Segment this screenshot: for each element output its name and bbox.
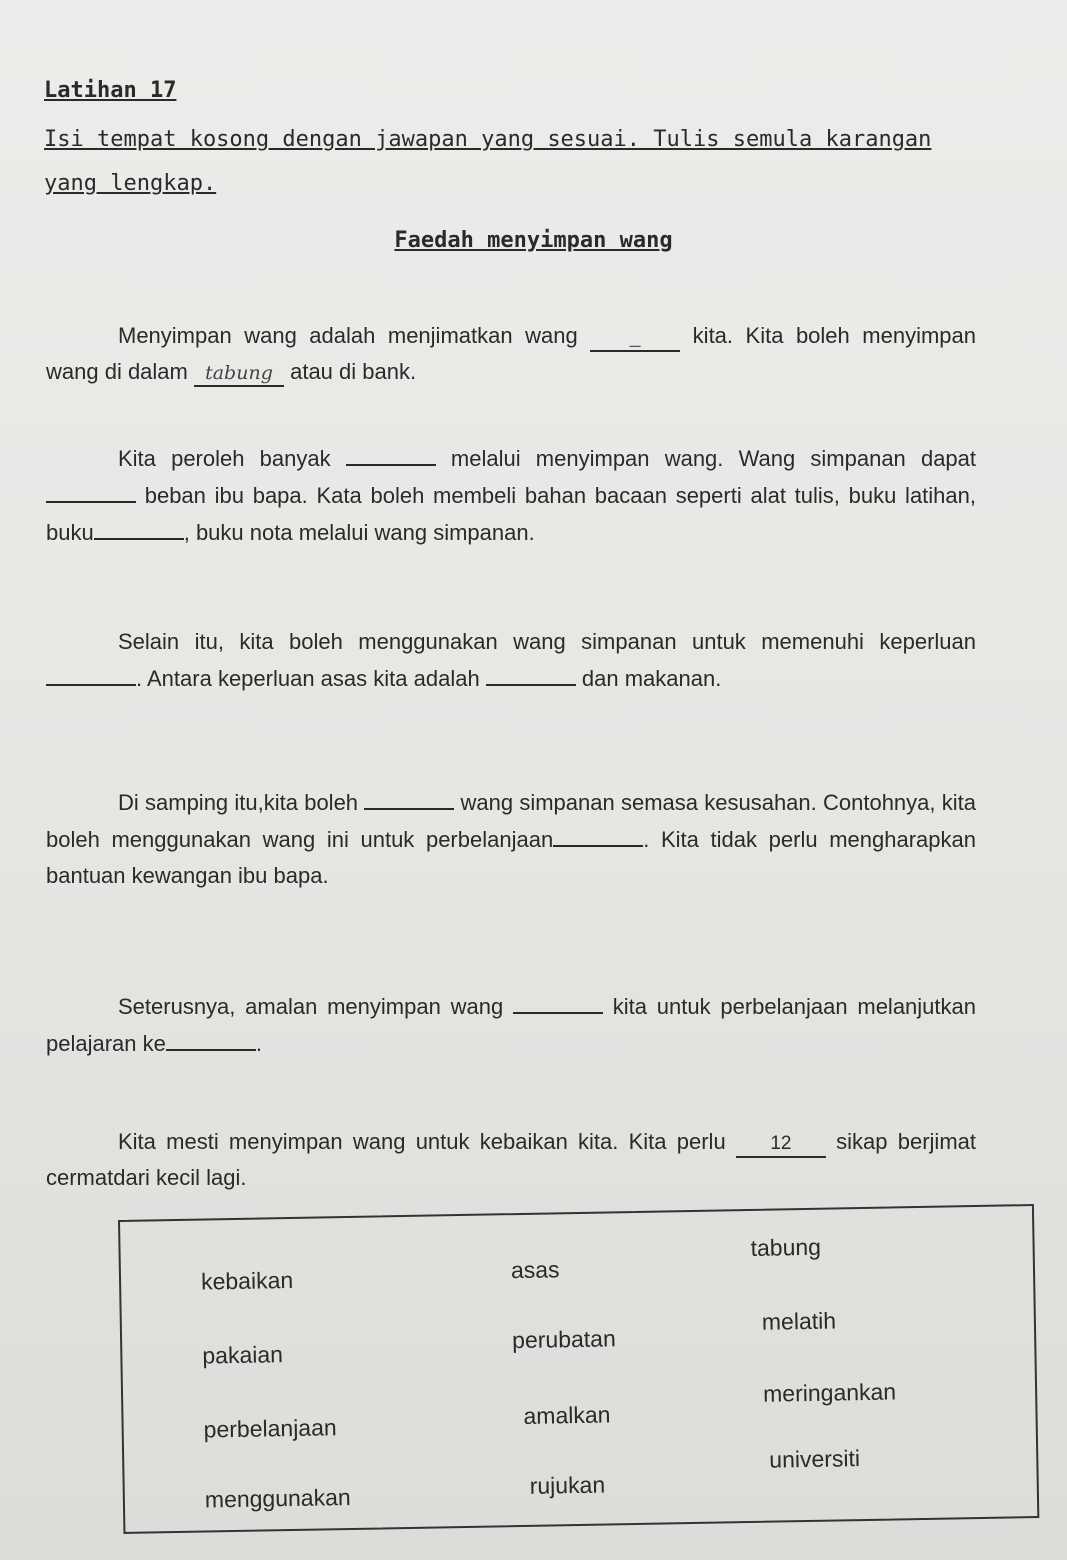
paragraph-2: Kita peroleh banyak melalui menyimpan wang. Wang simpanan dapat beban ibu bapa. Kata boleh membeli bahan bacaan seperti alat tulis, buku latihan, buku , buku nota melalui wang simpanan. [46,440,976,551]
word-bank-box [118,1204,1039,1534]
exercise-title: Latihan 17 [44,78,177,103]
blank-9[interactable] [553,821,643,847]
word-bank-item: perbelanjaan [203,1414,337,1443]
blank-11[interactable] [166,1025,256,1051]
instruction-text: Isi tempat kosong dengan jawapan yang sesuai. Tulis semula karangan yang lengkap. [44,127,932,196]
paragraph-4: Di samping itu,kita boleh wang simpanan semasa kesusahan. Contohnya, kita boleh menggunakan wang ini untuk perbelanjaan . Kita tidak perlu mengharapkan bantuan kewangan ibu bapa. [46,784,976,894]
word-bank-item: tabung [750,1233,822,1261]
blank-7[interactable] [486,660,576,686]
word-bank-item: meringankan [762,1378,897,1407]
essay-title: Faedah menyimpan wang [394,228,673,253]
paragraph-3: Selain itu, kita boleh menggunakan wang simpanan untuk memenuhi keperluan. Antara keperluan asas kita adalah dan makanan. [46,624,976,697]
word-bank-item: amalkan [523,1401,611,1429]
blank-4[interactable] [46,477,136,503]
blank-8[interactable] [364,784,454,810]
blank-10[interactable] [513,988,603,1014]
paragraph-1: Menyimpan wang adalah menjimatkan wang _ kita. Kita boleh menyimpan wang di dalam tabung atau di bank. [46,318,976,390]
blank-3[interactable] [346,440,436,466]
blank-12[interactable]: 12 [736,1132,826,1158]
blank-1[interactable]: _ [590,326,680,352]
blank-6[interactable] [46,660,136,686]
word-bank-item: asas [510,1256,560,1284]
blank-5[interactable] [94,514,184,540]
word-bank-item: menggunakan [204,1483,351,1513]
word-bank-item: rujukan [529,1471,606,1499]
word-bank-item: kebaikan [200,1266,294,1295]
word-bank-item: melatih [761,1307,837,1335]
word-bank-item: perubatan [511,1325,616,1354]
paragraph-5: Seterusnya, amalan menyimpan wang kita untuk perbelanjaan melanjutkan pelajaran ke . [46,988,976,1062]
paragraph-6: Kita mesti menyimpan wang untuk kebaikan kita. Kita perlu 12 sikap berjimat cermatdari kecil lagi. [46,1129,976,1190]
word-bank-item: universiti [769,1445,861,1473]
word-bank-item: pakaian [202,1341,284,1369]
blank-2[interactable]: tabung [194,361,284,387]
